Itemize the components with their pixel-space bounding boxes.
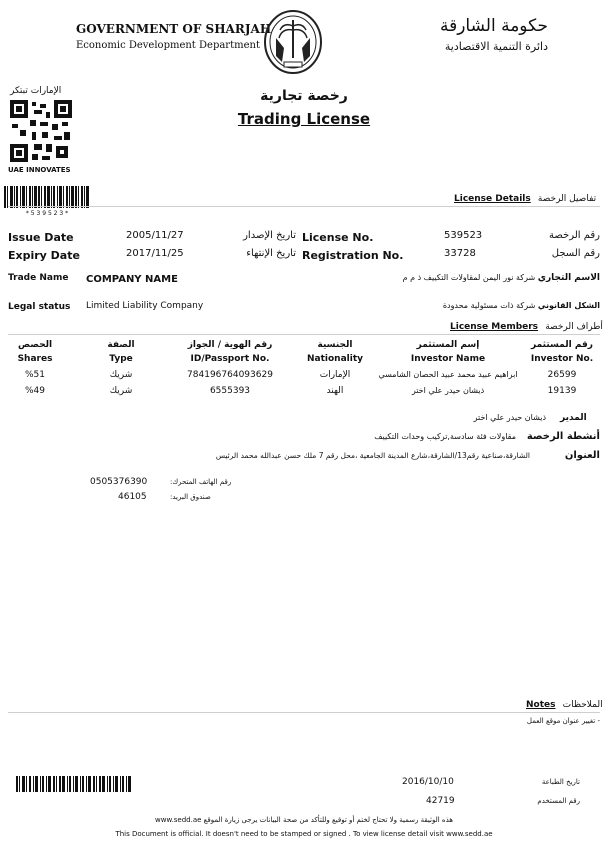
legal-status-value-ar: شركة ذات مسئولية محدودة: [442, 301, 536, 310]
table-cell: الهند: [326, 386, 344, 396]
uae-innovates-ar: الإمارات تبتكر: [10, 86, 62, 96]
manager-label: المدير: [560, 413, 587, 423]
uae-innovates-en: UAE INNOVATES: [8, 166, 71, 174]
legal-status-label: Legal status: [8, 302, 71, 312]
address-label: العنوان: [564, 450, 600, 461]
license-no-value: 539523: [444, 230, 483, 241]
title-en-text: Trading License: [237, 110, 371, 128]
col-id-ar: رقم الهوية / الجواز: [187, 340, 273, 350]
table-cell: 784196764093629: [187, 370, 273, 380]
issue-date-label: Issue Date: [8, 231, 74, 244]
table-cell: شريك: [109, 370, 133, 380]
license-no-label: License No.: [302, 231, 374, 244]
divider: [8, 334, 600, 335]
government-name-en: GOVERNMENT OF SHARJAH: [76, 22, 272, 36]
print-date-label: تاريخ الطباعة: [541, 778, 580, 786]
table-cell: %49: [24, 386, 45, 396]
divider: [8, 206, 600, 207]
col-type-en: Type: [109, 354, 133, 364]
activities-label: أنشطة الرخصة: [526, 431, 600, 442]
registration-no-label-ar: رقم السجل: [551, 248, 600, 259]
license-details-heading-ar: تفاصيل الرخصة: [537, 194, 597, 204]
print-date-value: 2016/10/10: [402, 777, 454, 787]
table-cell: ذيشان حيدر علي اختر: [411, 386, 485, 395]
pobox-value: 46105: [118, 492, 147, 502]
trade-name-value-ar: شركة نور اليمن لمقاولات التكييف ذ م م: [402, 273, 536, 282]
user-no-value: 42719: [426, 796, 455, 806]
mobile-label: رقم الهاتف المتحرك:: [170, 478, 232, 486]
trade-name-value: COMPANY NAME: [86, 274, 178, 285]
table-cell: 26599: [547, 370, 577, 380]
table-cell: شريك: [109, 386, 133, 396]
col-investor-name-ar: إسم المستثمر: [416, 340, 480, 350]
barcode-number: * 5 3 9 5 2 3 *: [25, 210, 69, 217]
title-en: [0, 110, 608, 128]
registration-no-label: Registration No.: [302, 249, 404, 262]
license-members-heading-en: License Members: [450, 322, 539, 332]
legal-status-ar-row: [330, 301, 600, 310]
activities-value: مقاولات فئة سادسة,تركيب وحدات التكييف: [374, 432, 516, 441]
mobile-value: 0505376390: [90, 477, 148, 487]
user-no-label: رقم المستخدم: [537, 797, 580, 805]
col-investor-no-ar: رقم المستثمر: [531, 340, 593, 350]
issue-date-value: 2005/11/27: [126, 230, 184, 241]
expiry-date-value: 2017/11/25: [126, 248, 184, 259]
notes-heading: [526, 700, 603, 710]
expiry-date-label: Expiry Date: [8, 249, 80, 262]
col-nationality-en: Nationality: [307, 354, 363, 364]
sharjah-emblem-icon: [262, 8, 324, 76]
notes-heading-en: Notes: [526, 700, 556, 710]
registration-no-value: 33728: [444, 248, 476, 259]
license-no-label-ar: رقم الرخصة: [548, 230, 600, 241]
notes-heading-ar: الملاحظات: [562, 700, 603, 710]
license-members-heading-ar: أطراف الرخصة: [545, 322, 603, 332]
col-nationality-ar: الجنسية: [317, 340, 353, 350]
license-details-heading: [454, 194, 596, 204]
col-shares-en: Shares: [17, 354, 53, 364]
notes-item: - تغيير عنوان موقع العمل: [526, 717, 600, 725]
table-cell: الإمارات: [319, 370, 351, 380]
col-type-ar: الصفة: [107, 340, 135, 350]
col-shares-ar: الحصص: [17, 340, 53, 350]
department-name-ar: دائرة التنمية الاقتصادية: [444, 40, 548, 53]
table-cell: 19139: [547, 386, 577, 396]
address-value: الشارقة،صناعية رقم13/الشارقة،شارع المدينة الجامعية ،محل رقم 7 ملك حسن عبدالله محمد الرئيس: [215, 451, 530, 460]
manager-value: ذيشان حيدر علي اختر: [473, 413, 546, 422]
government-name-ar: حكومة الشارقة: [439, 16, 548, 36]
table-cell: 6555393: [209, 386, 251, 396]
license-details-heading-en: License Details: [454, 194, 531, 204]
expiry-date-label-ar: تاريخ الإنتهاء: [246, 248, 296, 259]
footer-ar: هذه الوثيقة رسمية ولا تحتاج لختم أو توقيع وللتأكد من صحة البيانات يرجى زيارة الموقع www.sedd.ae: [155, 816, 453, 824]
department-name-en: Economic Development Department: [76, 40, 260, 51]
issue-date-label-ar: تاريخ الإصدار: [243, 230, 296, 241]
trade-name-label-ar: الاسم التجاري: [537, 273, 600, 283]
table-cell: ابراهيم عبيد محمد عبيد الحصان الشامسي: [378, 370, 518, 379]
table-cell: %51: [24, 370, 45, 380]
trade-name-label: Trade Name: [8, 273, 69, 283]
document-barcode-icon: [16, 776, 132, 792]
pobox-label: صندوق البريد:: [170, 493, 211, 501]
footer-en: This Document is official. It doesn't need to be stamped or signed . To view license detail visit www.sedd.ae: [115, 830, 493, 838]
trade-name-ar-row: [300, 273, 600, 283]
legal-status-value: Limited Liability Company: [86, 301, 204, 311]
col-investor-name-en: Investor Name: [410, 354, 486, 364]
title-ar: رخصة تجارية: [260, 88, 348, 104]
divider: [8, 712, 600, 713]
license-members-heading: [450, 322, 603, 332]
legal-status-label-ar: الشكل القانوني: [537, 301, 600, 310]
col-investor-no-en: Investor No.: [530, 354, 594, 364]
col-id-en: ID/Passport No.: [190, 354, 270, 364]
